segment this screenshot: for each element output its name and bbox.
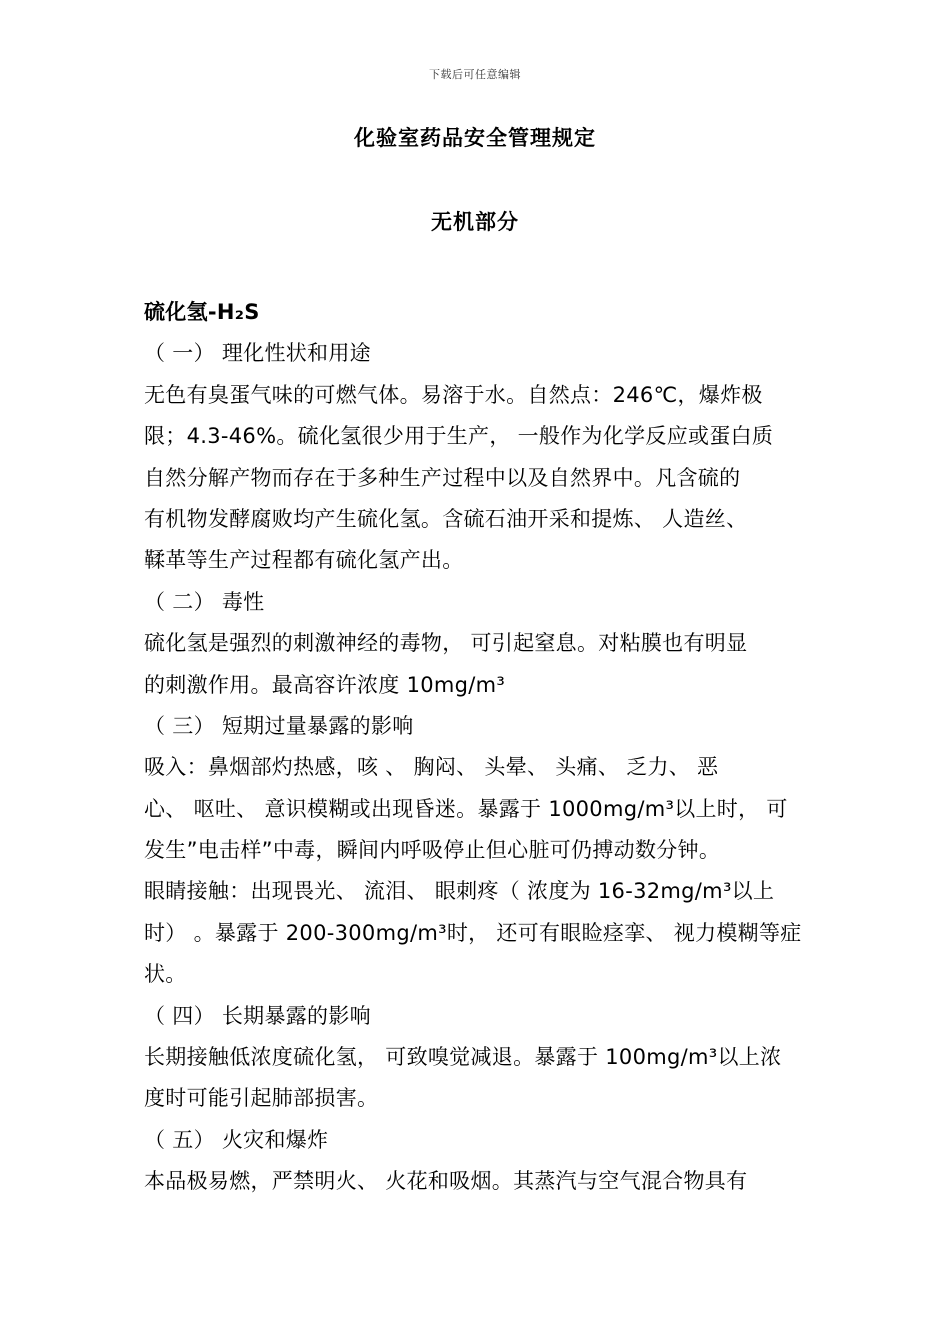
body-line: 状。 xyxy=(144,962,187,987)
body-line: 度时可能引起肺部损害。 xyxy=(144,1086,379,1111)
document-body xyxy=(144,292,808,1203)
body-line: 发生”电击样”中毒，瞬间内呼吸停止但心脏可仍搏动数分钟。 xyxy=(144,838,721,863)
body-line: 的刺激作用。最高容许浓度 10mg/m³ xyxy=(144,672,506,697)
body-line: （ 三） 短期过量暴露的影响 xyxy=(144,713,414,738)
document-subtitle: 无机部分 xyxy=(431,210,519,234)
body-line: 有机物发酵腐败均产生硫化氢。含硫石油开采和提炼、 人造丝、 xyxy=(144,506,748,531)
body-line: 无色有臭蛋气味的可燃气体。易溶于水。自然点：246℃，爆炸极 xyxy=(144,382,763,407)
body-line: （ 二） 毒性 xyxy=(144,589,265,614)
body-line: （ 五） 火灾和爆炸 xyxy=(144,1127,329,1152)
body-line: 眼睛接触：出现畏光、 流泪、 眼刺疼（ 浓度为 16-32mg/m³以上 xyxy=(144,879,775,904)
section-title: 硫化氢-H₂S xyxy=(144,300,260,324)
document-title: 化验室药品安全管理规定 xyxy=(354,126,596,150)
body-line: 鞣革等生产过程都有硫化氢产出。 xyxy=(144,548,464,573)
body-line: （ 一） 理化性状和用途 xyxy=(144,341,371,366)
header-note: 下载后可任意编辑 xyxy=(429,68,521,81)
body-line: 心、 呕吐、 意识模糊或出现昏迷。暴露于 1000mg/m³以上时， 可 xyxy=(144,796,788,821)
body-line: 自然分解产物而存在于多种生产过程中以及自然界中。凡含硫的 xyxy=(144,465,741,490)
body-line: 吸入：鼻烟部灼热感，咳 、 胸闷、 头晕、 头痛、 乏力、 恶 xyxy=(144,755,719,780)
body-line: 长期接触低浓度硫化氢， 可致嗅觉减退。暴露于 100mg/m³以上浓 xyxy=(144,1045,782,1070)
body-line: 时） 。暴露于 200-300mg/m³时， 还可有眼睑痉挛、 视力模糊等症 xyxy=(144,920,802,945)
body-line: （ 四） 长期暴露的影响 xyxy=(144,1003,371,1028)
body-line: 限；4.3-46%。硫化氢很少用于生产， 一般作为化学反应或蛋白质 xyxy=(144,424,774,449)
body-line: 本品极易燃，严禁明火、 火花和吸烟。其蒸汽与空气混合物具有 xyxy=(144,1169,748,1194)
body-line: 硫化氢是强烈的刺激神经的毒物， 可引起窒息。对粘膜也有明显 xyxy=(144,631,748,656)
